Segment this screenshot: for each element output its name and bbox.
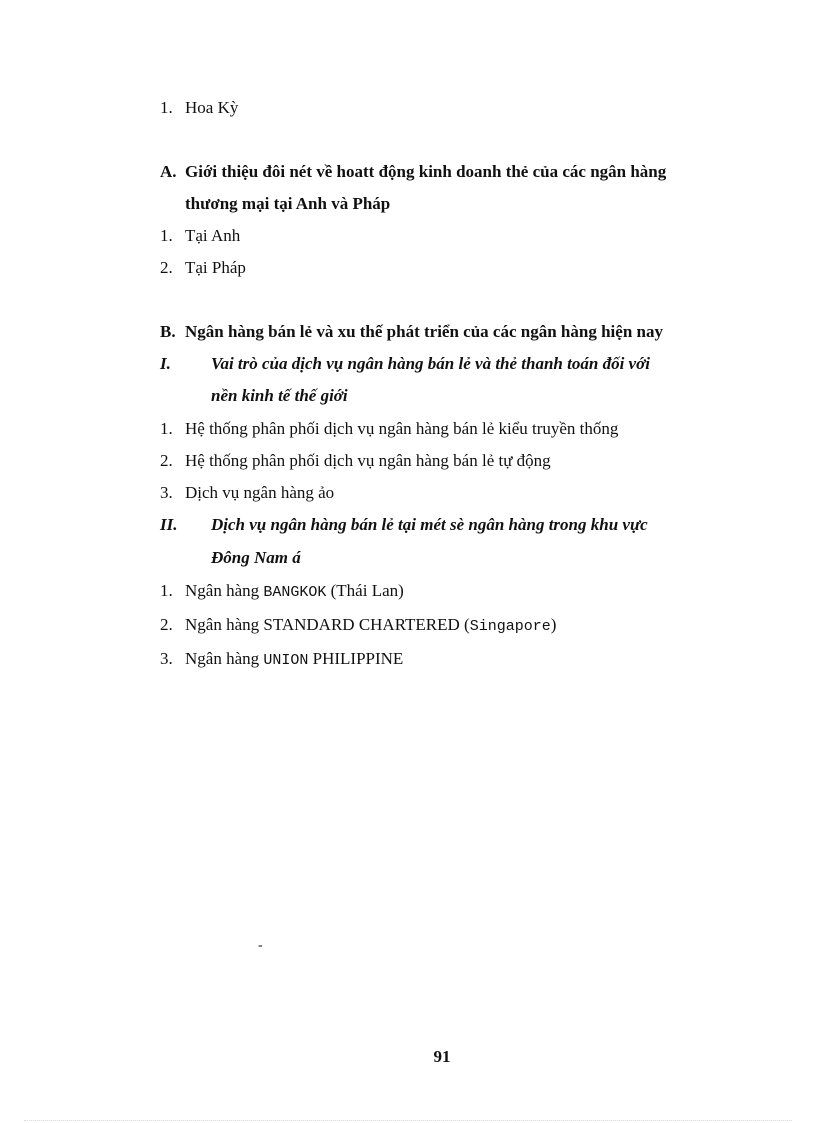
roman-ii-title-line1: Dịch vụ ngân hàng bán lẻ tại mét sè ngân hàng trong khu vực — [211, 515, 648, 534]
list-text-mono: UNION — [263, 652, 309, 669]
section-b-title: Ngân hàng bán lẻ và xu thế phát triển của các ngân hàng hiện nay — [185, 322, 663, 341]
list-item — [160, 225, 240, 247]
list-item — [160, 450, 551, 472]
section-a-title-line2: thương mại tại Anh và Pháp — [185, 194, 391, 213]
footer-divider — [24, 1120, 792, 1121]
section-letter: B. — [160, 322, 176, 341]
list-item-hoa-ky — [160, 97, 238, 119]
list-number: 1. — [160, 98, 173, 117]
roman-ii-heading — [160, 514, 648, 536]
section-b-heading — [160, 321, 663, 343]
stray-dash-mark: - — [258, 938, 263, 953]
list-item — [160, 614, 556, 638]
roman-numeral: I. — [160, 354, 171, 373]
list-text-suffix: ) — [550, 615, 557, 634]
list-text-mono: BANGKOK — [263, 584, 327, 601]
list-item — [160, 482, 334, 504]
list-text: Tại Pháp — [185, 258, 246, 277]
roman-ii-title-line2: Đông Nam á — [211, 548, 301, 567]
list-text-prefix: Ngân hàng STANDARD CHARTERED ( — [185, 615, 470, 634]
roman-i-title-line1: Vai trò của dịch vụ ngân hàng bán lẻ và thẻ thanh toán đối với — [211, 354, 650, 373]
list-item — [160, 648, 403, 672]
list-text-mono: Singapore — [469, 618, 551, 635]
section-letter: A. — [160, 162, 177, 181]
list-text: Hoa Kỳ — [185, 98, 239, 117]
list-number: 1. — [160, 226, 173, 245]
roman-i-heading — [160, 353, 650, 375]
list-number: 3. — [160, 483, 173, 502]
list-item — [160, 257, 246, 279]
list-text-suffix: PHILIPPINE — [308, 649, 404, 668]
list-item — [160, 580, 404, 604]
list-item — [160, 418, 618, 440]
list-number: 2. — [160, 615, 173, 634]
list-text: Dịch vụ ngân hàng ảo — [185, 483, 335, 502]
list-text-prefix: Ngân hàng — [185, 649, 264, 668]
roman-i-title-line2: nền kinh tế thế giới — [211, 386, 348, 405]
list-number: 2. — [160, 451, 173, 470]
list-number: 3. — [160, 649, 173, 668]
list-number: 2. — [160, 258, 173, 277]
list-number: 1. — [160, 581, 173, 600]
list-text-suffix: (Thái Lan) — [326, 581, 404, 600]
list-text: Hệ thống phân phối dịch vụ ngân hàng bán lẻ tự động — [185, 451, 551, 470]
roman-numeral: II. — [160, 515, 178, 534]
section-a-heading — [160, 161, 666, 183]
list-text: Tại Anh — [185, 226, 241, 245]
section-a-title-line1: Giới thiệu đôi nét về hoatt động kinh doanh thẻ của các ngân hàng — [185, 162, 667, 181]
list-text: Hệ thống phân phối dịch vụ ngân hàng bán lẻ kiểu truyền thống — [185, 419, 619, 438]
list-text-prefix: Ngân hàng — [185, 581, 264, 600]
list-number: 1. — [160, 419, 173, 438]
page-number: 91 — [433, 1047, 451, 1066]
